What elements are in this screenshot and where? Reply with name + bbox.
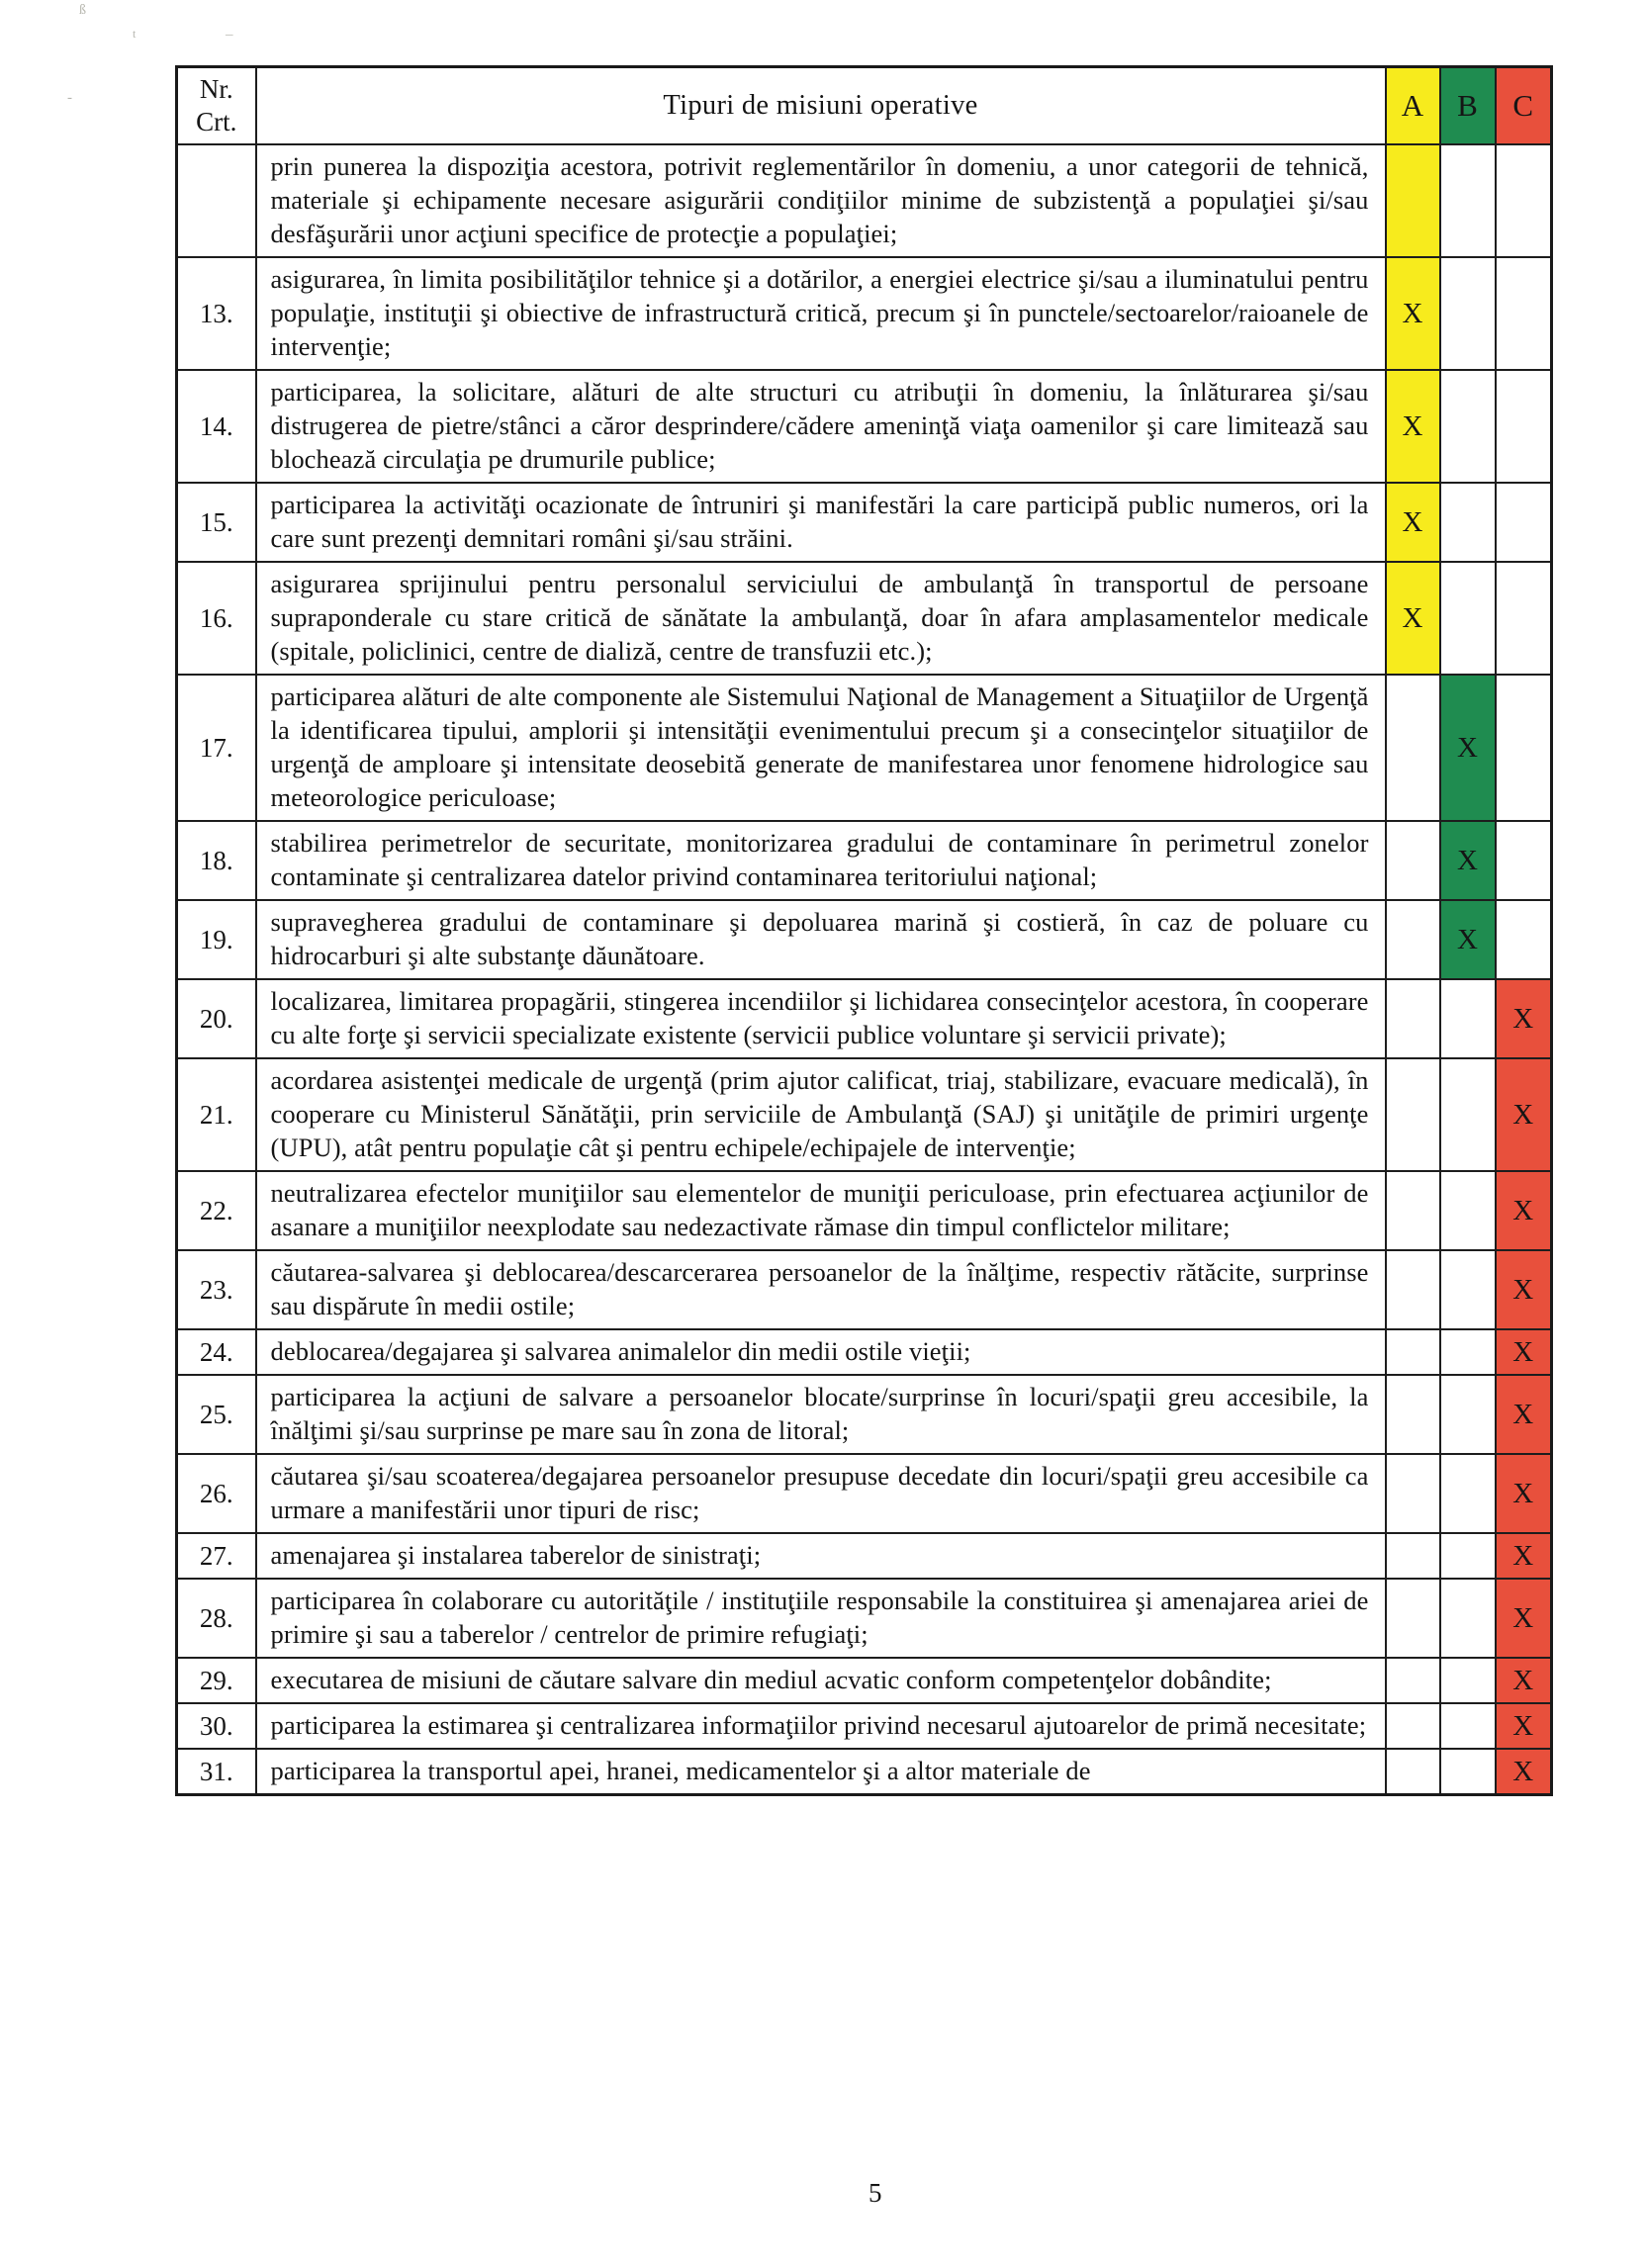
mark-cell-a: [1386, 1375, 1440, 1454]
mark-cell-c: X: [1496, 1749, 1552, 1795]
category-b-header: B: [1440, 67, 1496, 145]
missions-table-body: [177, 144, 1552, 1795]
mark-cell-c: X: [1496, 1375, 1552, 1454]
row-number: 18.: [177, 821, 256, 900]
row-mission-text: stabilirea perimetrelor de securitate, monitorizarea gradului de contaminare în perimetrul zonelor contaminate şi centralizarea datelor privind contaminarea teritoriului naţional;: [256, 821, 1386, 900]
mark-cell-b: [1440, 1749, 1496, 1795]
mark-cell-b: X: [1440, 675, 1496, 821]
row-mission-text: neutralizarea efectelor muniţiilor sau elementelor de muniţii periculoase, prin efectuarea acţiunilor de asanare a muniţiilor neexplodate sau nedezactivate rămase din timpul conflictelor militare;: [256, 1171, 1386, 1250]
mark-cell-a: [1386, 900, 1440, 979]
mark-cell-b: [1440, 370, 1496, 483]
row-number-header: [177, 67, 256, 145]
table-row: [177, 144, 1552, 257]
mark-cell-b: [1440, 1250, 1496, 1329]
mark-cell-c: X: [1496, 1454, 1552, 1533]
mark-cell-c: X: [1496, 979, 1552, 1058]
table-row: [177, 370, 1552, 483]
mark-cell-c: [1496, 821, 1552, 900]
mark-cell-c: [1496, 257, 1552, 370]
table-row: [177, 1703, 1552, 1749]
row-number: 22.: [177, 1171, 256, 1250]
table-row: [177, 1375, 1552, 1454]
table-row: [177, 1171, 1552, 1250]
row-number: 19.: [177, 900, 256, 979]
row-mission-text: participarea alături de alte componente ale Sistemului Naţional de Management a Situaţiilor de Urgenţă la identificarea tipului, amplorii şi intensităţii evenimentului precum şi a consecinţelor situaţiilor de urgenţă de amploare şi intensitate deosebită generate de manifestarea unor fenomene hidrologice sau meteorologice periculoase;: [256, 675, 1386, 821]
mark-cell-b: [1440, 979, 1496, 1058]
mark-cell-b: [1440, 1579, 1496, 1658]
mark-cell-c: X: [1496, 1250, 1552, 1329]
table-row: [177, 821, 1552, 900]
row-number: 31.: [177, 1749, 256, 1795]
missions-title-header: Tipuri de misiuni operative: [256, 67, 1386, 145]
row-mission-text: participarea în colaborare cu autorităţile / instituţiile responsabile la constituirea şi amenajarea ariei de primire şi sau a taberelor / centrelor de primire refugiaţi;: [256, 1579, 1386, 1658]
row-mission-text: supravegherea gradului de contaminare şi depoluarea marină şi costieră, în caz de poluare cu hidrocarburi şi alte substanţe dăunătoare.: [256, 900, 1386, 979]
table-row: [177, 1454, 1552, 1533]
row-number: 20.: [177, 979, 256, 1058]
row-mission-text: prin punerea la dispoziţia acestora, potrivit reglementărilor în domeniu, a unor categorii de tehnică, materiale şi echipamente necesare asigurării condiţiilor minime de subzistenţă a populaţiei şi/sau desfăşurării unor acţiuni specifice de protecţie a populaţiei;: [256, 144, 1386, 257]
row-number: [177, 144, 256, 257]
table-row: [177, 483, 1552, 562]
mark-cell-b: [1440, 1658, 1496, 1703]
row-mission-text: asigurarea, în limita posibilităţilor tehnice şi a dotărilor, a energiei electrice şi/sau a iluminatului pentru populaţie, instituţii şi obiective de infrastructură critică, precum şi în punctele/sectoarelor/raioanele de intervenţie;: [256, 257, 1386, 370]
row-number: 16.: [177, 562, 256, 675]
row-number: 13.: [177, 257, 256, 370]
mark-cell-a: [1386, 675, 1440, 821]
table-row: [177, 1329, 1552, 1375]
nr-label-line2: Crt.: [196, 107, 237, 136]
row-number: 24.: [177, 1329, 256, 1375]
mark-cell-c: X: [1496, 1579, 1552, 1658]
row-mission-text: participarea la transportul apei, hranei, medicamentelor şi a altor materiale de: [256, 1749, 1386, 1795]
mark-cell-a: X: [1386, 562, 1440, 675]
scan-artifact: t: [133, 27, 137, 41]
mark-cell-a: [1386, 1171, 1440, 1250]
mark-cell-b: [1440, 1058, 1496, 1171]
row-mission-text: căutarea şi/sau scoaterea/degajarea persoanelor presupuse decedate din locuri/spaţii greu accesibile ca urmare a manifestării unor tipuri de risc;: [256, 1454, 1386, 1533]
row-number: 30.: [177, 1703, 256, 1749]
missions-table: [175, 65, 1553, 1796]
table-row: [177, 1749, 1552, 1795]
row-mission-text: deblocarea/degajarea şi salvarea animalelor din medii ostile vieţii;: [256, 1329, 1386, 1375]
header-row: [177, 67, 1552, 145]
mark-cell-c: [1496, 562, 1552, 675]
mark-cell-b: [1440, 562, 1496, 675]
mark-cell-a: [1386, 1058, 1440, 1171]
mark-cell-b: [1440, 144, 1496, 257]
row-number: 25.: [177, 1375, 256, 1454]
mark-cell-a: [1386, 1658, 1440, 1703]
table-row: [177, 1058, 1552, 1171]
row-number: 28.: [177, 1579, 256, 1658]
row-mission-text: participarea la acţiuni de salvare a persoanelor blocate/surprinse în locuri/spaţii greu accesibile, la înălţimi şi/sau surprinse pe mare sau în zona de litoral;: [256, 1375, 1386, 1454]
row-mission-text: participarea la estimarea şi centralizarea informaţiilor privind necesarul ajutoarelor de primă necesitate;: [256, 1703, 1386, 1749]
mark-cell-c: [1496, 483, 1552, 562]
row-mission-text: asigurarea sprijinului pentru personalul serviciului de ambulanţă în transportul de persoane supraponderale cu stare critică de sănătate la ambulanţă, doar în afara amplasamentelor medicale (spitale, policlinici, centre de dializă, centre de transfuzii etc.);: [256, 562, 1386, 675]
mark-cell-b: X: [1440, 821, 1496, 900]
mark-cell-b: [1440, 1171, 1496, 1250]
table-row: [177, 1533, 1552, 1579]
row-mission-text: căutarea-salvarea şi deblocarea/descarcerarea persoanelor de la înălţime, respectiv rătăcite, surprinse sau dispărute în medii ostile;: [256, 1250, 1386, 1329]
category-c-header: C: [1496, 67, 1552, 145]
mark-cell-a: [1386, 1533, 1440, 1579]
row-number: 14.: [177, 370, 256, 483]
row-mission-text: participarea la activităţi ocazionate de întruniri şi manifestări la care participă public numeros, ori la care sunt prezenţi demnitari români şi/sau străini.: [256, 483, 1386, 562]
mark-cell-c: X: [1496, 1703, 1552, 1749]
scan-artifact: ß: [79, 3, 86, 18]
mark-cell-c: [1496, 144, 1552, 257]
mark-cell-a: X: [1386, 483, 1440, 562]
table-row: [177, 675, 1552, 821]
mark-cell-c: [1496, 675, 1552, 821]
row-number: 17.: [177, 675, 256, 821]
row-mission-text: executarea de misiuni de căutare salvare din mediul acvatic conform competenţelor dobândite;: [256, 1658, 1386, 1703]
mark-cell-a: [1386, 1579, 1440, 1658]
scan-artifact: -: [67, 90, 72, 106]
mark-cell-c: X: [1496, 1058, 1552, 1171]
mark-cell-a: X: [1386, 370, 1440, 483]
mark-cell-b: [1440, 1703, 1496, 1749]
mark-cell-b: [1440, 1329, 1496, 1375]
row-mission-text: localizarea, limitarea propagării, stingerea incendiilor şi lichidarea consecinţelor acestora, în cooperare cu alte forţe şi servicii specializate existente (servicii publice voluntare şi servicii private);: [256, 979, 1386, 1058]
page-number: 5: [869, 2178, 882, 2208]
mark-cell-c: X: [1496, 1658, 1552, 1703]
row-number: 26.: [177, 1454, 256, 1533]
mark-cell-b: [1440, 1454, 1496, 1533]
mark-cell-a: [1386, 144, 1440, 257]
table-row: [177, 257, 1552, 370]
table-row: [177, 1658, 1552, 1703]
mark-cell-c: X: [1496, 1533, 1552, 1579]
mark-cell-c: [1496, 900, 1552, 979]
category-a-header: A: [1386, 67, 1440, 145]
row-number: 21.: [177, 1058, 256, 1171]
table-row: [177, 562, 1552, 675]
row-number: 15.: [177, 483, 256, 562]
mark-cell-b: [1440, 1533, 1496, 1579]
mark-cell-a: [1386, 1454, 1440, 1533]
mark-cell-a: [1386, 1749, 1440, 1795]
mark-cell-a: [1386, 1250, 1440, 1329]
mark-cell-b: [1440, 483, 1496, 562]
scan-artifact: –: [226, 27, 233, 43]
row-mission-text: acordarea asistenţei medicale de urgenţă (prim ajutor calificat, triaj, stabilizare, evacuare medicală), în cooperare cu Ministerul Sănătăţii, prin serviciile de Ambulanţă (SAJ) şi unităţile de primiri urgenţe (UPU), atât pentru populaţie cât şi pentru echipele/echipajele de intervenţie;: [256, 1058, 1386, 1171]
row-number: 23.: [177, 1250, 256, 1329]
row-mission-text: amenajarea şi instalarea taberelor de sinistraţi;: [256, 1533, 1386, 1579]
table-row: [177, 900, 1552, 979]
nr-label-line1: Nr.: [199, 74, 233, 104]
mark-cell-a: [1386, 979, 1440, 1058]
table-row: [177, 979, 1552, 1058]
mark-cell-b: [1440, 257, 1496, 370]
mark-cell-b: X: [1440, 900, 1496, 979]
mark-cell-a: [1386, 821, 1440, 900]
row-number: 29.: [177, 1658, 256, 1703]
mark-cell-a: [1386, 1329, 1440, 1375]
row-number: 27.: [177, 1533, 256, 1579]
row-mission-text: participarea, la solicitare, alături de alte structuri cu atribuţii în domeniu, la înlăturarea şi/sau distrugerea de pietre/stânci a căror desprindere/cădere ameninţă viaţa oamenilor şi care limitează sau blochează circulaţia pe drumurile publice;: [256, 370, 1386, 483]
mark-cell-c: X: [1496, 1329, 1552, 1375]
mark-cell-c: [1496, 370, 1552, 483]
table-row: [177, 1250, 1552, 1329]
table-row: [177, 1579, 1552, 1658]
mark-cell-c: X: [1496, 1171, 1552, 1250]
mark-cell-a: [1386, 1703, 1440, 1749]
mark-cell-a: X: [1386, 257, 1440, 370]
missions-table-header: [177, 67, 1552, 145]
mark-cell-b: [1440, 1375, 1496, 1454]
